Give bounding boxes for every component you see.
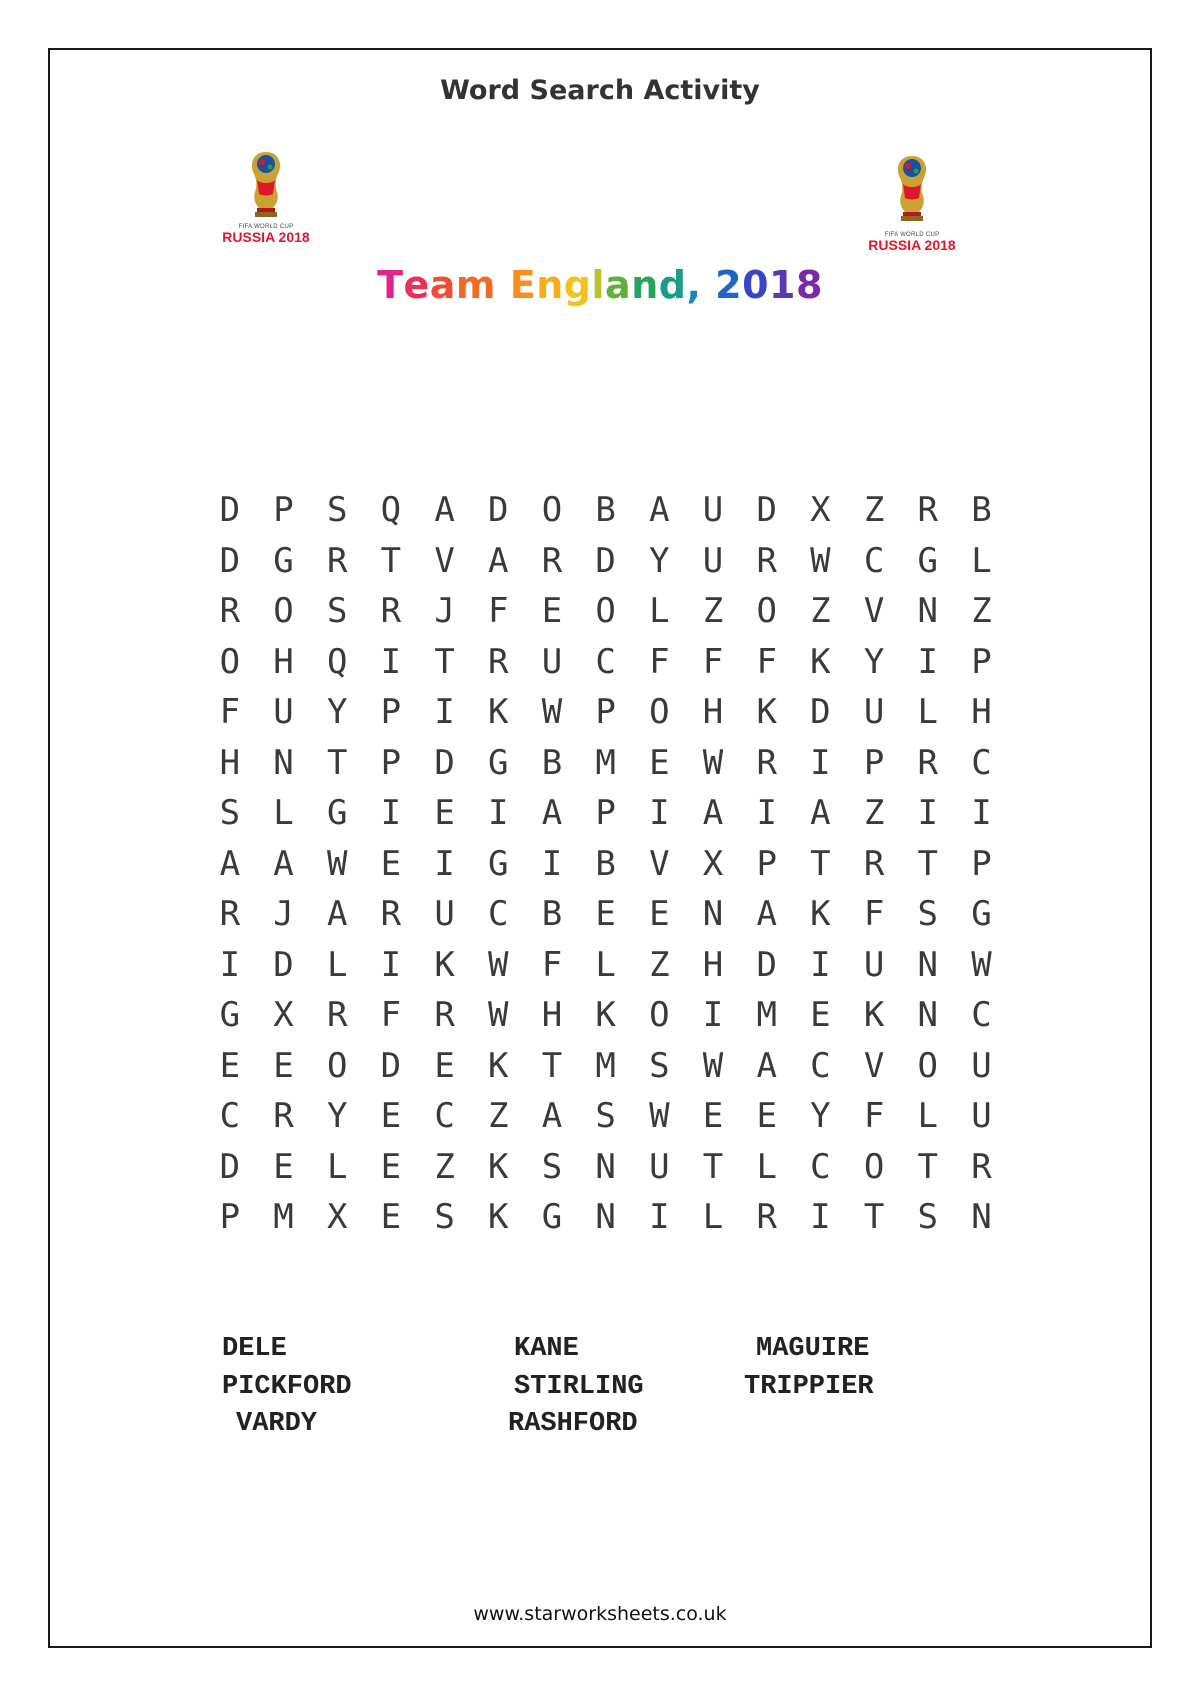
- grid-letter: E: [434, 1045, 455, 1086]
- world-cup-logo-right: [852, 150, 972, 252]
- grid-letter: O: [326, 1045, 348, 1086]
- grid-letter: I: [219, 944, 241, 985]
- grid-letter: L: [326, 944, 348, 985]
- grid-letter: F: [649, 641, 670, 682]
- grid-letter: W: [810, 540, 831, 581]
- world-cup-logo-left: [206, 150, 326, 244]
- worksheet-title: [0, 263, 1200, 307]
- grid-letter: U: [541, 641, 563, 682]
- grid-letter: G: [971, 894, 992, 935]
- grid-letter: U: [863, 692, 885, 733]
- grid-letter: T: [917, 843, 939, 884]
- grid-letter: R: [326, 540, 348, 581]
- grid-letter: U: [863, 944, 885, 985]
- grid-letter: H: [541, 995, 563, 1036]
- grid-letter: E: [756, 1096, 777, 1137]
- grid-letter: V: [863, 591, 885, 632]
- grid-letter: T: [917, 1146, 939, 1187]
- grid-letter: O: [273, 591, 294, 632]
- grid-letter: V: [434, 540, 455, 581]
- grid-letter: O: [649, 692, 670, 733]
- title-letter: 1: [769, 263, 796, 307]
- grid-letter: D: [756, 944, 777, 985]
- grid-letter: N: [595, 1146, 616, 1187]
- grid-letter: Q: [326, 641, 348, 682]
- grid-letter: E: [380, 843, 402, 884]
- grid-letter: U: [702, 540, 724, 581]
- grid-letter: E: [380, 1146, 402, 1187]
- grid-letter: E: [273, 1146, 294, 1187]
- grid-letter: D: [273, 944, 294, 985]
- grid-letter: Z: [863, 490, 885, 531]
- grid-letter: O: [595, 591, 616, 632]
- grid-letter: Y: [863, 641, 885, 682]
- grid-letter: A: [756, 894, 777, 935]
- grid-letter: V: [649, 843, 670, 884]
- grid-letter: V: [863, 1045, 885, 1086]
- grid-letter: C: [488, 894, 509, 935]
- grid-letter: T: [702, 1146, 724, 1187]
- grid-letter: D: [810, 692, 831, 733]
- logo-wordmark: RUSSIA 2018: [222, 229, 310, 245]
- grid-letter: R: [326, 995, 348, 1036]
- grid-letter: W: [488, 995, 509, 1036]
- grid-letter: A: [326, 894, 348, 935]
- title-letter: a: [605, 263, 632, 307]
- grid-letter: R: [917, 742, 939, 783]
- grid-letter: S: [219, 793, 241, 834]
- grid-letter: M: [756, 995, 777, 1036]
- grid-letter: Z: [810, 591, 831, 632]
- grid-letter: Z: [971, 591, 992, 632]
- grid-letter: T: [434, 641, 455, 682]
- trophy-icon: [889, 150, 935, 228]
- grid-letter: H: [971, 692, 992, 733]
- grid-letter: B: [595, 843, 616, 884]
- grid-letter: M: [273, 1197, 294, 1238]
- grid-letter: S: [649, 1045, 670, 1086]
- grid-letter: D: [488, 490, 509, 531]
- grid-letter: G: [541, 1197, 563, 1238]
- grid-letter: C: [434, 1096, 455, 1137]
- grid-letter: O: [541, 490, 563, 531]
- grid-letter: D: [219, 1146, 241, 1187]
- grid-letter: H: [702, 692, 724, 733]
- grid-letter: K: [434, 944, 455, 985]
- grid-letter: K: [756, 692, 777, 733]
- grid-letter: Z: [863, 793, 885, 834]
- grid-letter: W: [541, 692, 563, 733]
- grid-letter: N: [595, 1197, 616, 1238]
- grid-letter: K: [595, 995, 616, 1036]
- grid-letter: I: [434, 843, 455, 884]
- grid-letter: R: [219, 591, 241, 632]
- grid-letter: G: [488, 742, 509, 783]
- grid-letter: R: [756, 540, 777, 581]
- grid-letter: I: [917, 641, 939, 682]
- grid-letter: Z: [649, 944, 670, 985]
- grid-letter: T: [810, 843, 831, 884]
- grid-letter: W: [971, 944, 992, 985]
- grid-letter: G: [219, 995, 241, 1036]
- grid-letter: P: [595, 793, 616, 834]
- grid-letter: F: [756, 641, 777, 682]
- grid-letter: S: [434, 1197, 455, 1238]
- grid-letter: B: [595, 490, 616, 531]
- grid-letter: X: [326, 1197, 348, 1238]
- grid-letter: N: [917, 995, 939, 1036]
- grid-letter: O: [756, 591, 777, 632]
- grid-letter: H: [702, 944, 724, 985]
- grid-letter: L: [595, 944, 616, 985]
- grid-letter: D: [595, 540, 616, 581]
- grid-letter: M: [595, 1045, 616, 1086]
- grid-letter: Y: [326, 692, 348, 733]
- grid-letter: K: [488, 1197, 509, 1238]
- grid-letter: X: [273, 995, 294, 1036]
- grid-letter: E: [649, 894, 670, 935]
- title-letter: 8: [795, 263, 823, 307]
- grid-letter: C: [595, 641, 616, 682]
- word-maguire: MAGUIRE: [756, 1334, 870, 1364]
- grid-letter: G: [488, 843, 509, 884]
- grid-letter: G: [273, 540, 294, 581]
- grid-letter: I: [488, 793, 509, 834]
- grid-letter: T: [326, 742, 348, 783]
- grid-letter: R: [380, 591, 402, 632]
- grid-letter: L: [917, 692, 939, 733]
- grid-letter: R: [541, 540, 563, 581]
- grid-letter: A: [702, 793, 724, 834]
- grid-letter: K: [810, 894, 831, 935]
- grid-letter: D: [434, 742, 455, 783]
- word-trippier: TRIPPIER: [744, 1372, 874, 1402]
- grid-letter: U: [434, 894, 455, 935]
- grid-letter: L: [917, 1096, 939, 1137]
- grid-letter: F: [863, 1096, 885, 1137]
- grid-letter: Z: [434, 1146, 455, 1187]
- grid-letter: U: [971, 1045, 992, 1086]
- grid-letter: A: [488, 540, 509, 581]
- grid-letter: F: [541, 944, 563, 985]
- title-letter: [701, 263, 715, 307]
- grid-letter: F: [380, 995, 402, 1036]
- grid-letter: I: [810, 944, 831, 985]
- grid-letter: W: [702, 742, 724, 783]
- grid-letter: K: [488, 692, 509, 733]
- grid-letter: W: [488, 944, 509, 985]
- title-letter: m: [455, 263, 497, 307]
- title-letter: n: [631, 263, 659, 307]
- title-letter: ,: [686, 263, 702, 307]
- grid-letter: R: [756, 742, 777, 783]
- grid-letter: O: [219, 641, 241, 682]
- grid-letter: D: [219, 540, 241, 581]
- grid-letter: N: [702, 894, 724, 935]
- grid-letter: I: [380, 793, 402, 834]
- grid-letter: O: [917, 1045, 939, 1086]
- grid-letter: F: [863, 894, 885, 935]
- title-letter: l: [591, 263, 606, 307]
- grid-letter: I: [810, 742, 831, 783]
- title-letter: g: [563, 263, 592, 307]
- grid-letter: D: [756, 490, 777, 531]
- title-letter: 0: [742, 263, 770, 307]
- grid-letter: I: [380, 944, 402, 985]
- grid-letter: K: [863, 995, 885, 1036]
- title-letter: [496, 263, 510, 307]
- grid-letter: L: [756, 1146, 777, 1187]
- grid-letter: A: [756, 1045, 777, 1086]
- grid-letter: P: [971, 843, 992, 884]
- grid-letter: X: [702, 843, 724, 884]
- grid-letter: P: [863, 742, 885, 783]
- grid-letter: A: [434, 490, 455, 531]
- grid-letter: E: [595, 894, 616, 935]
- grid-letter: I: [810, 1197, 831, 1238]
- grid-letter: E: [649, 742, 670, 783]
- grid-letter: S: [326, 591, 348, 632]
- grid-letter: H: [219, 742, 241, 783]
- title-letter: T: [377, 263, 404, 307]
- grid-letter: R: [434, 995, 455, 1036]
- grid-letter: I: [541, 843, 563, 884]
- grid-letter: E: [219, 1045, 241, 1086]
- grid-letter: L: [971, 540, 992, 581]
- grid-letter: Q: [380, 490, 402, 531]
- grid-letter: Y: [810, 1096, 831, 1137]
- grid-letter: P: [971, 641, 992, 682]
- grid-letter: I: [380, 641, 402, 682]
- grid-letter: B: [541, 894, 563, 935]
- word-kane: KANE: [514, 1334, 579, 1364]
- grid-letter: J: [434, 591, 455, 632]
- grid-letter: X: [810, 490, 831, 531]
- grid-letter: Y: [326, 1096, 348, 1137]
- grid-letter: L: [326, 1146, 348, 1187]
- word-vardy: VARDY: [236, 1409, 318, 1439]
- grid-letter: P: [756, 843, 777, 884]
- grid-letter: C: [863, 540, 885, 581]
- grid-letter: Z: [702, 591, 724, 632]
- grid-letter: A: [649, 490, 670, 531]
- grid-letter: U: [273, 692, 294, 733]
- grid-letter: R: [380, 894, 402, 935]
- grid-letter: F: [702, 641, 724, 682]
- grid-letter: S: [595, 1096, 616, 1137]
- grid-letter: E: [434, 793, 455, 834]
- grid-letter: K: [488, 1146, 509, 1187]
- grid-letter: L: [649, 591, 670, 632]
- grid-letter: S: [541, 1146, 563, 1187]
- grid-letter: D: [380, 1045, 402, 1086]
- word-stirling: STIRLING: [514, 1372, 644, 1402]
- grid-letter: S: [326, 490, 348, 531]
- footer-url: www.starworksheets.co.uk: [473, 1603, 727, 1625]
- grid-letter: C: [810, 1146, 831, 1187]
- grid-letter: W: [702, 1045, 724, 1086]
- grid-letter: T: [863, 1197, 885, 1238]
- title-letter: e: [403, 263, 430, 307]
- grid-letter: R: [219, 894, 241, 935]
- grid-letter: G: [917, 540, 939, 581]
- grid-letter: B: [971, 490, 992, 531]
- page-heading: Word Search Activity: [440, 75, 760, 106]
- grid-letter: F: [219, 692, 241, 733]
- grid-letter: H: [273, 641, 294, 682]
- word-rashford: RASHFORD: [508, 1409, 638, 1439]
- grid-letter: T: [380, 540, 402, 581]
- grid-letter: C: [219, 1096, 241, 1137]
- grid-letter: R: [273, 1096, 294, 1137]
- grid-letter: O: [649, 995, 670, 1036]
- grid-letter: C: [971, 995, 992, 1036]
- grid-letter: K: [488, 1045, 509, 1086]
- grid-letter: A: [541, 793, 563, 834]
- grid-letter: E: [810, 995, 831, 1036]
- grid-letter: E: [273, 1045, 294, 1086]
- grid-letter: S: [917, 894, 939, 935]
- logo-subtitle: FIFA WORLD CUP: [884, 232, 940, 238]
- logo-subtitle: FIFA WORLD CUP: [238, 224, 294, 230]
- grid-letter: E: [702, 1096, 724, 1137]
- grid-letter: N: [917, 591, 939, 632]
- grid-letter: U: [649, 1146, 670, 1187]
- grid-letter: E: [541, 591, 563, 632]
- grid-letter: A: [541, 1096, 563, 1137]
- title-letter: a: [429, 263, 456, 307]
- title-letter: E: [509, 263, 537, 307]
- grid-letter: G: [326, 793, 348, 834]
- grid-letter: N: [917, 944, 939, 985]
- grid-letter: T: [541, 1045, 563, 1086]
- trophy-icon: [243, 150, 289, 220]
- grid-letter: Y: [649, 540, 670, 581]
- grid-letter: N: [273, 742, 294, 783]
- grid-letter: R: [917, 490, 939, 531]
- grid-letter: P: [380, 742, 402, 783]
- grid-letter: I: [702, 995, 724, 1036]
- grid-letter: R: [488, 641, 509, 682]
- grid-letter: W: [326, 843, 348, 884]
- grid-letter: P: [273, 490, 294, 531]
- grid-letter: I: [649, 1197, 670, 1238]
- grid-letter: U: [971, 1096, 992, 1137]
- grid-letter: I: [756, 793, 777, 834]
- word-dele: DELE: [222, 1334, 287, 1364]
- grid-letter: M: [595, 742, 616, 783]
- title-letter: n: [536, 263, 564, 307]
- grid-letter: K: [810, 641, 831, 682]
- title-letter: 2: [715, 263, 743, 307]
- grid-letter: F: [488, 591, 509, 632]
- grid-letter: N: [971, 1197, 992, 1238]
- grid-letter: E: [380, 1197, 402, 1238]
- grid-letter: S: [917, 1197, 939, 1238]
- logo-wordmark: RUSSIA 2018: [868, 237, 956, 253]
- grid-letter: U: [702, 490, 724, 531]
- grid-letter: I: [971, 793, 992, 834]
- grid-letter: P: [219, 1197, 241, 1238]
- grid-letter: P: [595, 692, 616, 733]
- word-search-grid: [203, 485, 1008, 1243]
- grid-letter: E: [380, 1096, 402, 1137]
- grid-letter: I: [649, 793, 670, 834]
- grid-letter: L: [702, 1197, 724, 1238]
- grid-letter: O: [863, 1146, 885, 1187]
- grid-letter: I: [434, 692, 455, 733]
- grid-letter: Z: [488, 1096, 509, 1137]
- grid-letter: R: [971, 1146, 992, 1187]
- grid-letter: C: [971, 742, 992, 783]
- grid-letter: A: [273, 843, 294, 884]
- title-letter: d: [658, 263, 687, 307]
- grid-letter: P: [380, 692, 402, 733]
- grid-letter: L: [273, 793, 294, 834]
- grid-letter: A: [219, 843, 241, 884]
- grid-letter: R: [863, 843, 885, 884]
- grid-letter: R: [756, 1197, 777, 1238]
- grid-letter: J: [273, 894, 294, 935]
- grid-letter: C: [810, 1045, 831, 1086]
- grid-letter: I: [917, 793, 939, 834]
- grid-letter: A: [810, 793, 831, 834]
- word-pickford: PICKFORD: [222, 1372, 352, 1402]
- grid-letter: W: [649, 1096, 670, 1137]
- grid-letter: B: [541, 742, 563, 783]
- grid-letter: D: [219, 490, 241, 531]
